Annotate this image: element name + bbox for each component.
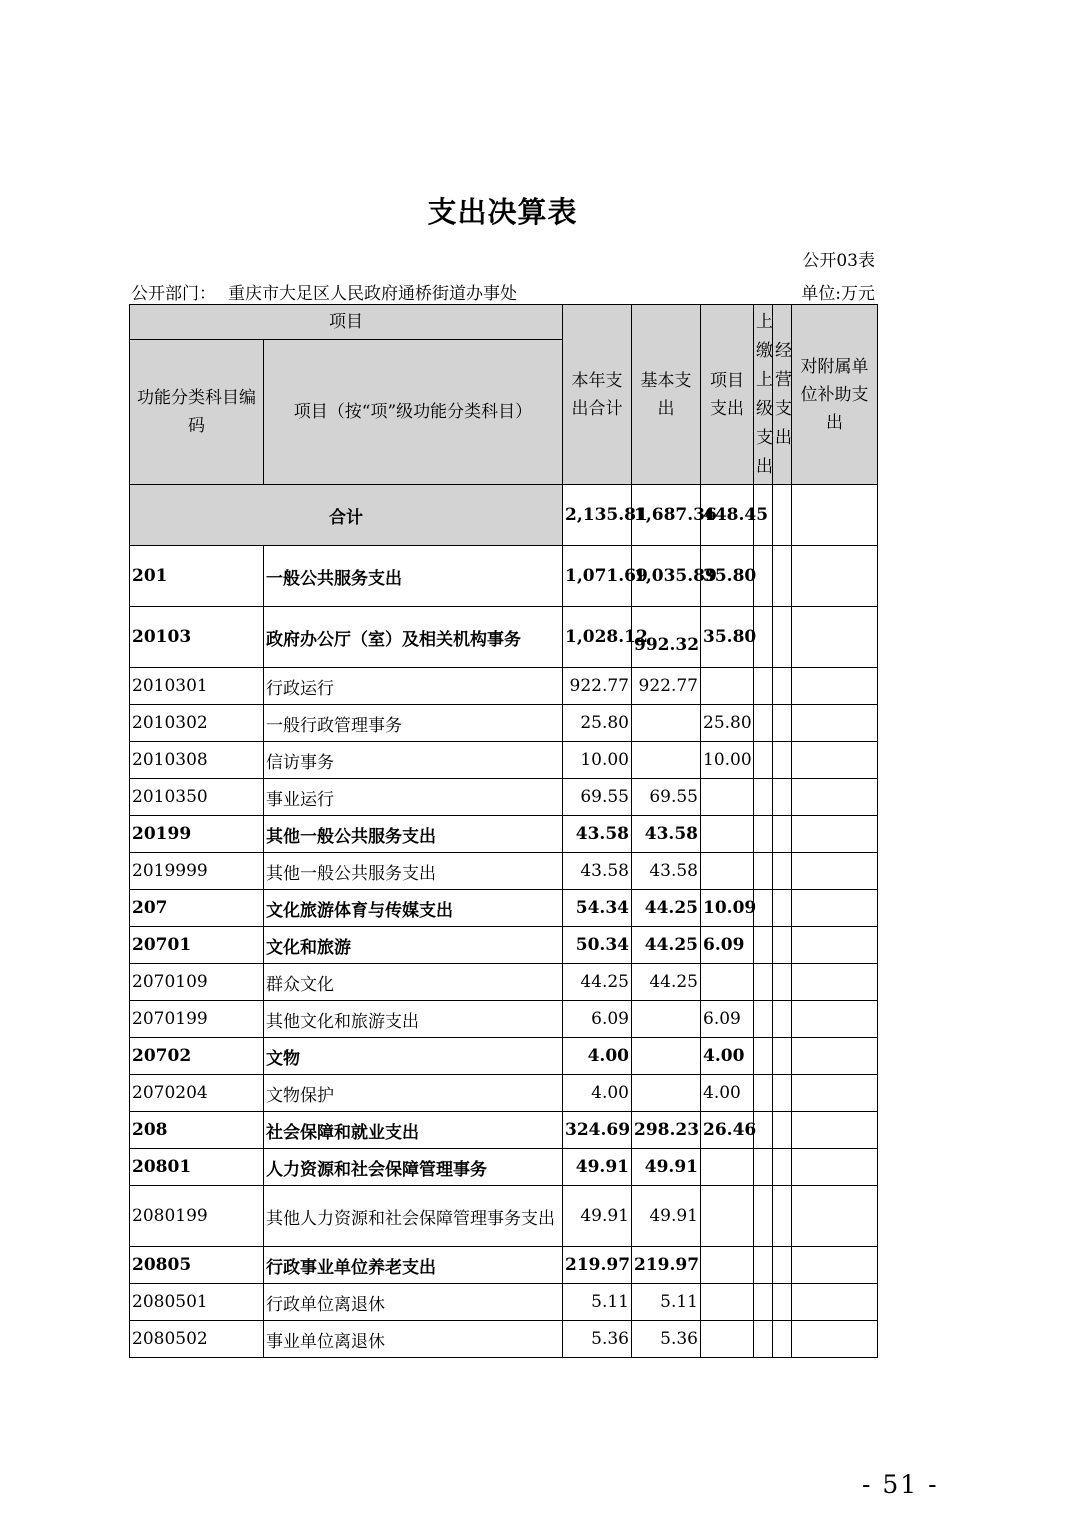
row-project: 35.80 (701, 607, 754, 668)
row-operating (773, 742, 792, 779)
row-code: 20805 (130, 1247, 264, 1284)
row-code: 2010308 (130, 742, 264, 779)
row-total: 25.80 (563, 705, 632, 742)
table-row (130, 1186, 878, 1247)
row-operating (773, 853, 792, 890)
row-total: 49.91 (563, 1149, 632, 1186)
row-project (701, 853, 754, 890)
header-code: 功能分类科目编码 (130, 340, 264, 485)
row-basic: 44.25 (632, 890, 701, 927)
row-subsidy (792, 816, 878, 853)
row-name: 文物保护 (264, 1075, 563, 1112)
table-row (130, 1247, 878, 1284)
row-total: 4.00 (563, 1038, 632, 1075)
row-project: 6.09 (701, 1001, 754, 1038)
table-row (130, 853, 878, 890)
row-total: 44.25 (563, 964, 632, 1001)
row-total: 69.55 (563, 779, 632, 816)
row-project (701, 964, 754, 1001)
row-name: 群众文化 (264, 964, 563, 1001)
unit-label: 单位:万元 (801, 284, 875, 304)
row-upper (754, 607, 773, 668)
row-upper (754, 1321, 773, 1358)
row-subsidy (792, 927, 878, 964)
row-operating (773, 1001, 792, 1038)
row-project: 4.00 (701, 1038, 754, 1075)
row-subsidy (792, 1247, 878, 1284)
header-operating: 经营支出 (773, 305, 792, 485)
table-row (130, 1284, 878, 1321)
row-name: 文化和旅游 (264, 927, 563, 964)
row-project (701, 779, 754, 816)
row-name: 事业单位离退休 (264, 1321, 563, 1358)
row-basic: 5.11 (632, 1284, 701, 1321)
row-project: 26.46 (701, 1112, 754, 1149)
row-code: 207 (130, 890, 264, 927)
table-row (130, 964, 878, 1001)
row-project: 10.09 (701, 890, 754, 927)
header-project: 项目支出 (701, 305, 754, 485)
row-name: 其他人力资源和社会保障管理事务支出 (264, 1186, 563, 1247)
row-project (701, 668, 754, 705)
row-total: 922.77 (563, 668, 632, 705)
row-basic: 44.25 (632, 927, 701, 964)
sum-row (130, 485, 878, 546)
row-basic: 992.32 (632, 607, 701, 668)
table-row (130, 779, 878, 816)
row-upper (754, 1284, 773, 1321)
row-project: 25.80 (701, 705, 754, 742)
row-code: 2010301 (130, 668, 264, 705)
row-code: 2080199 (130, 1186, 264, 1247)
row-basic (632, 1038, 701, 1075)
row-operating (773, 546, 792, 607)
row-code: 2070204 (130, 1075, 264, 1112)
row-project: 10.00 (701, 742, 754, 779)
row-operating (773, 1247, 792, 1284)
row-basic: 43.58 (632, 816, 701, 853)
header-basic: 基本支出 (632, 305, 701, 485)
row-basic (632, 1075, 701, 1112)
row-code: 208 (130, 1112, 264, 1149)
row-upper (754, 1247, 773, 1284)
sum-subsidy (792, 485, 878, 546)
table-row (130, 742, 878, 779)
row-code: 20702 (130, 1038, 264, 1075)
row-code: 2010350 (130, 779, 264, 816)
department-name: 重庆市大足区人民政府通桥街道办事处 (228, 284, 517, 304)
row-operating (773, 1075, 792, 1112)
row-operating (773, 964, 792, 1001)
row-code: 2080502 (130, 1321, 264, 1358)
row-subsidy (792, 1038, 878, 1075)
row-operating (773, 1186, 792, 1247)
row-upper (754, 964, 773, 1001)
table-row (130, 546, 878, 607)
header-name: 项目（按“项”级功能分类科目） (264, 340, 563, 485)
row-basic: 1,035.89 (632, 546, 701, 607)
sum-project: 448.45 (701, 485, 754, 546)
row-upper (754, 705, 773, 742)
page-title: 支出决算表 (427, 195, 578, 229)
table-row (130, 1038, 878, 1075)
row-name: 事业运行 (264, 779, 563, 816)
row-basic: 5.36 (632, 1321, 701, 1358)
row-project: 35.80 (701, 546, 754, 607)
row-operating (773, 1112, 792, 1149)
row-project (701, 816, 754, 853)
sum-operating (773, 485, 792, 546)
row-total: 1,028.12 (563, 607, 632, 668)
row-name: 其他一般公共服务支出 (264, 816, 563, 853)
table-row (130, 668, 878, 705)
row-basic: 49.91 (632, 1186, 701, 1247)
row-upper (754, 927, 773, 964)
row-total: 43.58 (563, 816, 632, 853)
table-row (130, 705, 878, 742)
header-item: 项目 (130, 305, 563, 340)
row-code: 201 (130, 546, 264, 607)
row-upper (754, 546, 773, 607)
row-name: 行政单位离退休 (264, 1284, 563, 1321)
row-project (701, 1321, 754, 1358)
row-subsidy (792, 1186, 878, 1247)
row-code: 20801 (130, 1149, 264, 1186)
row-operating (773, 927, 792, 964)
row-subsidy (792, 890, 878, 927)
row-upper (754, 1149, 773, 1186)
row-operating (773, 668, 792, 705)
row-subsidy (792, 964, 878, 1001)
table-row (130, 607, 878, 668)
row-total: 324.69 (563, 1112, 632, 1149)
row-subsidy (792, 779, 878, 816)
row-operating (773, 1038, 792, 1075)
header-subsidy: 对附属单位补助支出 (792, 305, 878, 485)
row-total: 5.11 (563, 1284, 632, 1321)
row-name: 行政运行 (264, 668, 563, 705)
row-upper (754, 742, 773, 779)
table-row (130, 890, 878, 927)
row-operating (773, 890, 792, 927)
row-basic: 922.77 (632, 668, 701, 705)
table-row (130, 1075, 878, 1112)
row-upper (754, 1186, 773, 1247)
row-upper (754, 1112, 773, 1149)
header-upper: 上缴上级支出 (754, 305, 773, 485)
row-name: 其他文化和旅游支出 (264, 1001, 563, 1038)
row-name: 其他一般公共服务支出 (264, 853, 563, 890)
row-total: 4.00 (563, 1075, 632, 1112)
row-name: 政府办公厅（室）及相关机构事务 (264, 607, 563, 668)
row-subsidy (792, 607, 878, 668)
row-subsidy (792, 1001, 878, 1038)
table-row (130, 1112, 878, 1149)
row-operating (773, 1149, 792, 1186)
row-total: 5.36 (563, 1321, 632, 1358)
row-code: 20701 (130, 927, 264, 964)
row-total: 43.58 (563, 853, 632, 890)
row-code: 2080501 (130, 1284, 264, 1321)
sum-label: 合计 (130, 485, 563, 546)
row-basic: 69.55 (632, 779, 701, 816)
row-subsidy (792, 668, 878, 705)
row-project (701, 1186, 754, 1247)
row-project (701, 1149, 754, 1186)
row-basic (632, 742, 701, 779)
row-total: 49.91 (563, 1186, 632, 1247)
row-subsidy (792, 742, 878, 779)
expenditure-table (129, 304, 878, 1358)
row-code: 2019999 (130, 853, 264, 890)
table-row (130, 1149, 878, 1186)
row-subsidy (792, 1149, 878, 1186)
row-project: 6.09 (701, 927, 754, 964)
row-code: 2010302 (130, 705, 264, 742)
row-name: 一般行政管理事务 (264, 705, 563, 742)
row-total: 219.97 (563, 1247, 632, 1284)
row-upper (754, 668, 773, 705)
row-upper (754, 779, 773, 816)
department-line (131, 279, 517, 304)
row-project (701, 1284, 754, 1321)
row-basic: 43.58 (632, 853, 701, 890)
row-upper (754, 1038, 773, 1075)
row-code: 20103 (130, 607, 264, 668)
row-operating (773, 779, 792, 816)
row-operating (773, 1284, 792, 1321)
row-basic (632, 1001, 701, 1038)
row-code: 2070109 (130, 964, 264, 1001)
row-name: 一般公共服务支出 (264, 546, 563, 607)
department-label: 公开部门： (131, 284, 216, 304)
row-basic: 49.91 (632, 1149, 701, 1186)
row-total: 6.09 (563, 1001, 632, 1038)
row-code: 2070199 (130, 1001, 264, 1038)
row-basic: 219.97 (632, 1247, 701, 1284)
row-upper (754, 890, 773, 927)
row-upper (754, 853, 773, 890)
row-operating (773, 816, 792, 853)
row-basic: 298.23 (632, 1112, 701, 1149)
row-project: 4.00 (701, 1075, 754, 1112)
row-subsidy (792, 1321, 878, 1358)
header-total: 本年支出合计 (563, 305, 632, 485)
row-operating (773, 607, 792, 668)
table-row (130, 816, 878, 853)
row-project (701, 1247, 754, 1284)
row-total: 54.34 (563, 890, 632, 927)
row-total: 50.34 (563, 927, 632, 964)
row-upper (754, 1001, 773, 1038)
row-operating (773, 705, 792, 742)
row-name: 信访事务 (264, 742, 563, 779)
row-upper (754, 1075, 773, 1112)
form-number: 公开03表 (802, 251, 875, 271)
row-subsidy (792, 546, 878, 607)
row-subsidy (792, 853, 878, 890)
row-operating (773, 1321, 792, 1358)
row-total: 10.00 (563, 742, 632, 779)
row-subsidy (792, 1075, 878, 1112)
sum-basic: 1,687.36 (632, 485, 701, 546)
table-row (130, 927, 878, 964)
page-number: - 51 - (862, 1470, 939, 1499)
row-name: 文化旅游体育与传媒支出 (264, 890, 563, 927)
table-row (130, 1001, 878, 1038)
row-name: 行政事业单位养老支出 (264, 1247, 563, 1284)
sum-total: 2,135.81 (563, 485, 632, 546)
row-subsidy (792, 1112, 878, 1149)
row-basic (632, 705, 701, 742)
row-upper (754, 816, 773, 853)
row-name: 社会保障和就业支出 (264, 1112, 563, 1149)
row-total: 1,071.69 (563, 546, 632, 607)
row-name: 人力资源和社会保障管理事务 (264, 1149, 563, 1186)
row-subsidy (792, 705, 878, 742)
row-code: 20199 (130, 816, 264, 853)
table-row (130, 1321, 878, 1358)
row-basic: 44.25 (632, 964, 701, 1001)
row-name: 文物 (264, 1038, 563, 1075)
row-subsidy (792, 1284, 878, 1321)
